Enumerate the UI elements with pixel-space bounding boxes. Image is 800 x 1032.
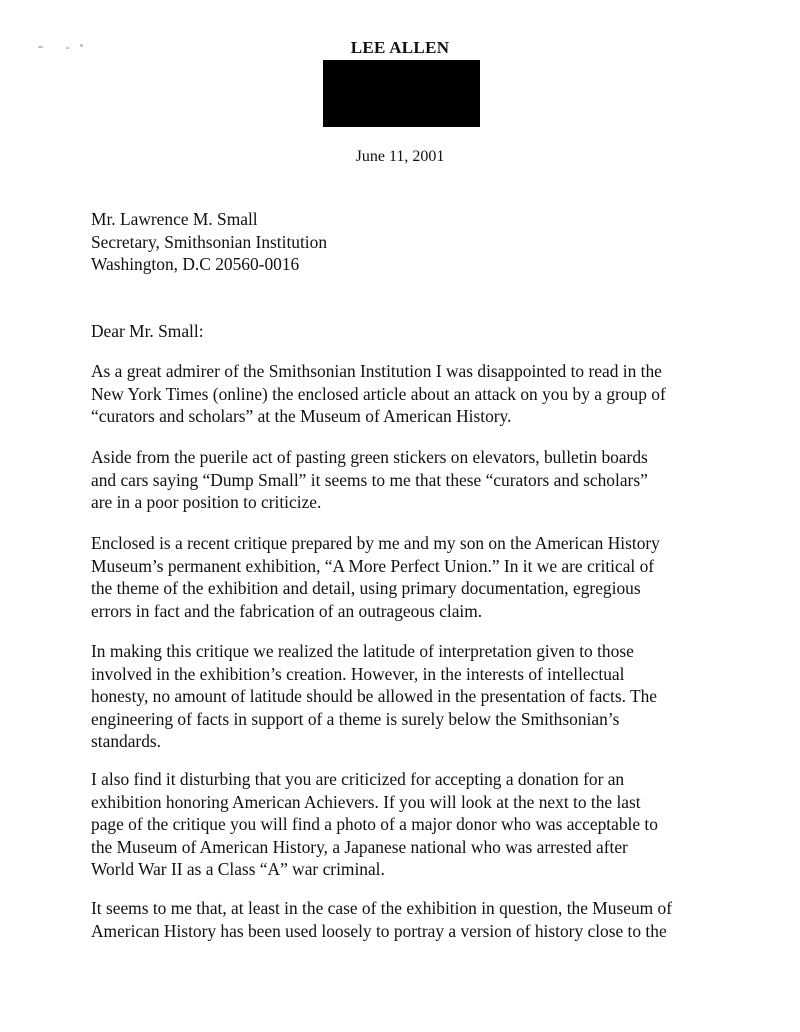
paragraph-line: page of the critique you will find a photo of a major donor who was acceptable to bbox=[91, 814, 658, 834]
recipient-address bbox=[91, 208, 711, 276]
paragraph-line: standards. bbox=[91, 731, 162, 751]
paragraph-line: errors in fact and the fabrication of an outrageous claim. bbox=[91, 600, 483, 621]
paragraph-line: and cars saying “Dump Small” it seems to me that these “curators and scholars” bbox=[91, 469, 648, 490]
letterhead-name: LEE ALLEN bbox=[350, 38, 450, 57]
redaction-block bbox=[323, 60, 480, 127]
recipient-line: Mr. Lawrence M. Small bbox=[91, 209, 258, 229]
paragraph bbox=[91, 532, 711, 622]
paragraph-line: It seems to me that, at least in the case of the exhibition in question, the Museum of bbox=[91, 898, 673, 918]
paragraph-line: involved in the exhibition’s creation. However, in the interests of intellectual bbox=[91, 663, 625, 684]
recipient-line: Washington, D.C 20560-0016 bbox=[91, 254, 300, 274]
paragraph bbox=[91, 897, 711, 942]
paragraph-line: the Museum of American History, a Japanese national who was arrested after bbox=[91, 836, 628, 857]
paragraph-line: honesty, no amount of latitude should be allowed in the presentation of facts. The bbox=[91, 686, 658, 706]
paragraph-line: Enclosed is a recent critique prepared by me and my son on the American History bbox=[91, 533, 660, 553]
paragraph-line: New York Times (online) the enclosed article about an attack on you by a group of bbox=[91, 383, 666, 404]
paragraph bbox=[91, 446, 711, 514]
paragraph-line: In making this critique we realized the latitude of interpretation given to those bbox=[91, 641, 634, 661]
paragraph-line: Aside from the puerile act of pasting green stickers on elevators, bulletin boards bbox=[91, 447, 648, 467]
paragraph-line: Museum’s permanent exhibition, “A More Perfect Union.” In it we are critical of bbox=[91, 555, 655, 576]
paragraph-line: engineering of facts in support of a theme is surely below the Smithsonian’s bbox=[91, 708, 620, 729]
paragraph-line: exhibition honoring American Achievers. If you will look at the next to the last bbox=[91, 791, 641, 812]
paragraph-line: the theme of the exhibition and detail, using primary documentation, egregious bbox=[91, 578, 641, 598]
paragraph-line: American History has been used loosely to portray a version of history close to the bbox=[91, 920, 667, 941]
paragraph-line: are in a poor position to criticize. bbox=[91, 492, 322, 512]
letter-date: June 11, 2001 bbox=[355, 148, 445, 165]
salutation: Dear Mr. Small: bbox=[91, 321, 204, 341]
paragraph bbox=[91, 768, 711, 881]
paragraph-line: World War II as a Class “A” war criminal. bbox=[91, 859, 385, 879]
paragraph-line: As a great admirer of the Smithsonian Institution I was disappointed to read in the bbox=[91, 361, 662, 381]
paragraph bbox=[91, 640, 711, 753]
paragraph bbox=[91, 360, 711, 428]
paragraph-line: I also find it disturbing that you are criticized for accepting a donation for an bbox=[91, 769, 625, 789]
recipient-line: Secretary, Smithsonian Institution bbox=[91, 231, 328, 252]
paragraph-line: “curators and scholars” at the Museum of American History. bbox=[91, 406, 512, 426]
